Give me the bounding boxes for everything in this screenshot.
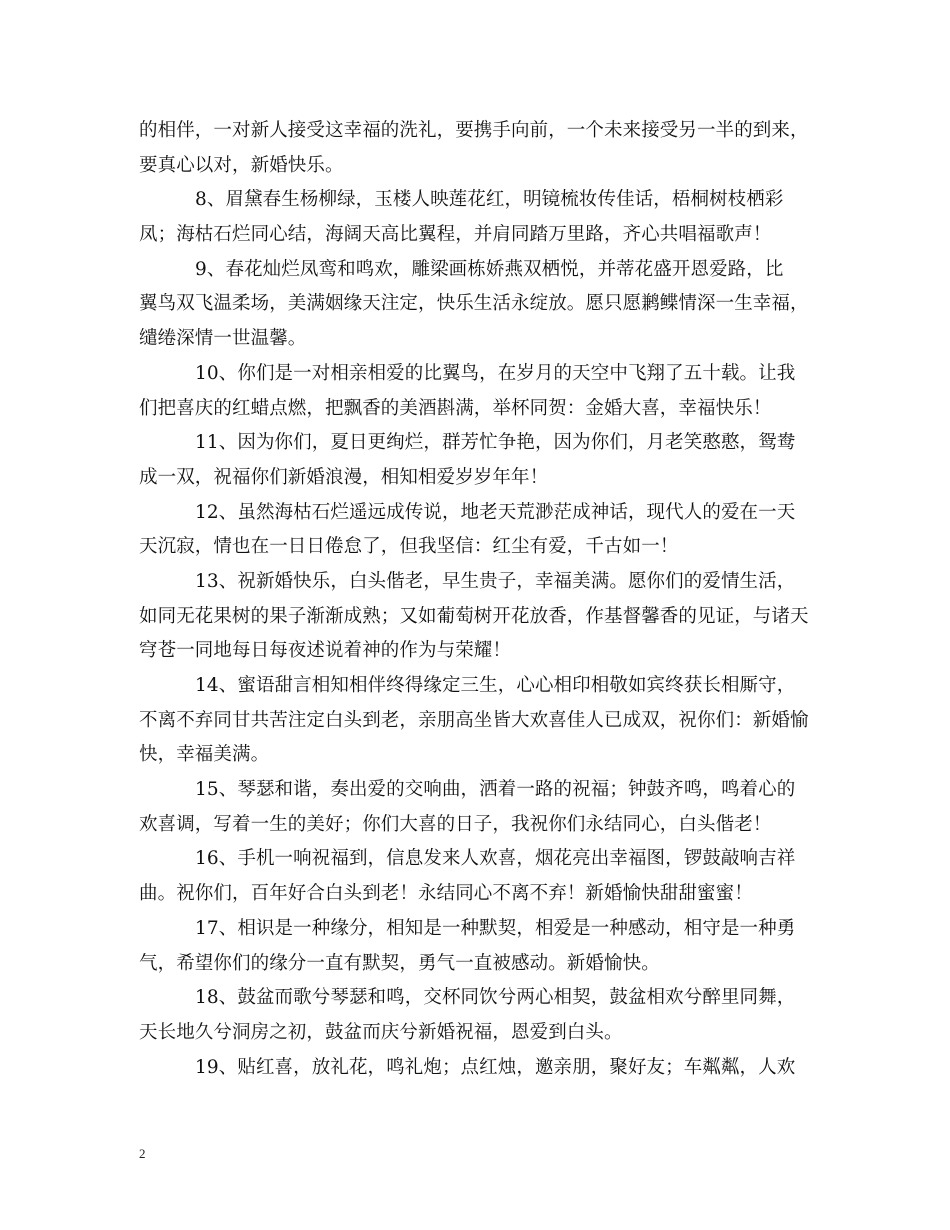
text-line: 19、贴红喜，放礼花，鸣礼炮；点红烛，邀亲朋，聚好友；车粼粼，人欢 — [195, 1056, 796, 1078]
text-line: 如同无花果树的果子渐渐成熟；又如葡萄树开花放香，作基督馨香的见证，与诸天 — [139, 605, 809, 627]
text-line: 18、鼓盆而歌兮琴瑟和鸣，交杯同饮兮两心相契，鼓盆相欢兮醉里同舞， — [195, 987, 796, 1009]
text-line: 凤；海枯石烂同心结，海阔天高比翼程，并肩同踏万里路，齐心共唱福歌声！ — [139, 224, 772, 246]
text-line: 14、蜜语甜言相知相伴终得缘定三生，心心相印相敬如宾终获长相厮守， — [195, 675, 796, 696]
text-line: 17、相识是一种缘分，相知是一种默契，相爱是一种感动，相守是一种勇 — [195, 917, 796, 939]
text-line: 穹苍一同地每日每夜述说着神的作为与荣耀！ — [139, 640, 512, 662]
text-line: 们把喜庆的红蜡点燃，把飘香的美酒斟满，举杯同贺：金婚大喜，幸福快乐！ — [139, 397, 772, 419]
text-line: 翼鸟双飞温柔场，美满姻缘天注定，快乐生活永绽放。愿只愿鹣鲽情深一生幸福， — [139, 293, 809, 315]
text-line: 天长地久兮洞房之初，鼓盆而庆兮新婚祝福，恩爱到白头。 — [139, 1021, 623, 1043]
text-line: 成一双，祝福你们新婚浪漫，相知相爱岁岁年年！ — [139, 466, 549, 488]
text-line: 11、因为你们，夏日更绚烂，群芳忙争艳，因为你们，月老笑憨憨，鸳鸯 — [195, 432, 796, 454]
document-body — [139, 114, 815, 1085]
text-line: 15、琴瑟和谐，奏出爱的交响曲，洒着一路的祝福；钟鼓齐鸣，鸣着心的 — [195, 779, 796, 801]
text-line: 缱绻深情一世温馨。 — [139, 328, 307, 350]
text-line: 快，幸福美满。 — [139, 744, 270, 766]
text-line: 16、手机一响祝福到，信息发来人欢喜，烟花亮出幸福图，锣鼓敲响吉祥 — [195, 848, 796, 870]
text-line: 10、你们是一对相亲相爱的比翼鸟，在岁月的天空中飞翔了五十载。让我 — [195, 362, 796, 384]
page-number: 2 — [139, 1146, 146, 1161]
text-line: 的相伴，一对新人接受这幸福的洗礼，要携手向前，一个未来接受另一半的到来， — [139, 120, 809, 141]
text-line: 天沉寂，情也在一日日倦怠了，但我坚信：红尘有爱，千古如一！ — [139, 536, 679, 558]
text-line: 9、春花灿烂凤鸾和鸣欢，雕梁画栋娇燕双栖悦，并蒂花盛开恩爱路，比 — [195, 258, 784, 280]
text-line: 12、虽然海枯石烂遥远成传说，地老天荒渺茫成神话，现代人的爱在一天 — [195, 501, 796, 523]
text-line: 要真心以对，新婚快乐。 — [139, 154, 344, 176]
text-line: 8、眉黛春生杨柳绿，玉楼人映莲花红，明镜梳妆传佳话，梧桐树枝栖彩 — [195, 189, 784, 211]
text-line: 欢喜调，写着一生的美好；你们大喜的日子，我祝你们永结同心，白头偕老！ — [139, 813, 772, 835]
text-line: 曲。祝你们，百年好合白头到老！永结同心不离不弃！新婚愉快甜甜蜜蜜！ — [139, 883, 753, 905]
text-line: 不离不弃同甘共苦注定白头到老，亲朋高坐皆大欢喜佳人已成双，祝你们：新婚愉 — [139, 709, 809, 731]
text-line: 气，希望你们的缘分一直有默契，勇气一直被感动。新婚愉快。 — [139, 952, 660, 974]
text-line: 13、祝新婚快乐，白头偕老，早生贵子，幸福美满。愿你们的爱情生活， — [195, 570, 796, 592]
